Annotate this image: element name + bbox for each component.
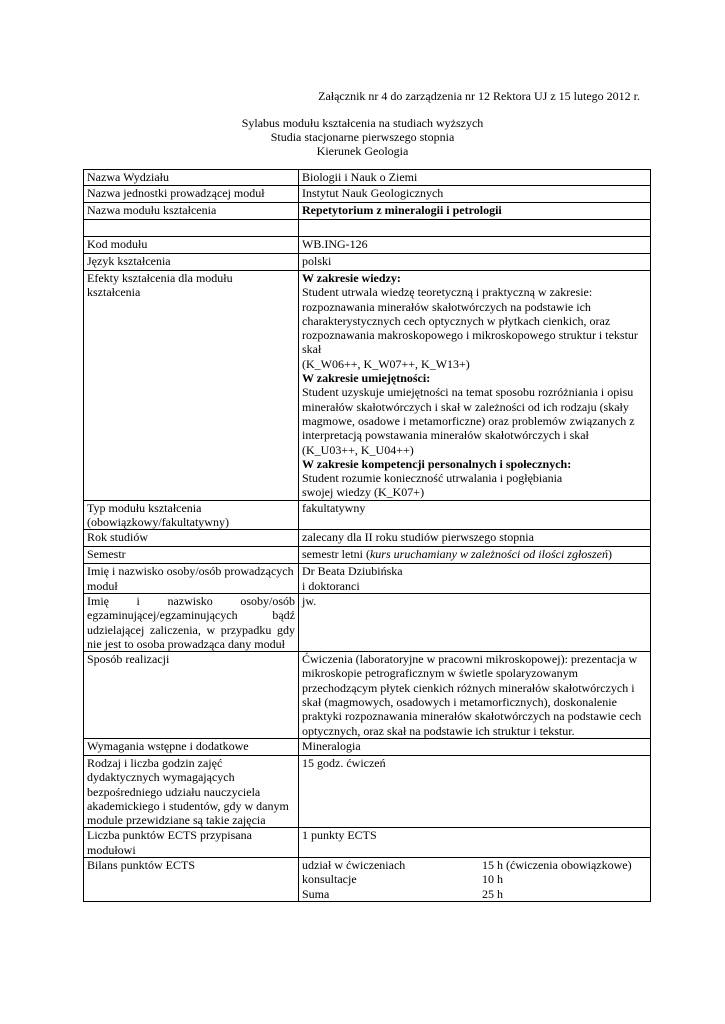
- label-line: egzaminującej/egzaminujących bądź: [87, 608, 295, 623]
- semester-text: semestr letni (: [302, 547, 370, 562]
- label-unit: Nazwa jednostki prowadzącej moduł: [84, 186, 299, 203]
- knowledge-heading: W zakresie wiedzy:: [302, 271, 401, 285]
- value-module-name: Repetytorium z mineralogii i petrologii: [299, 203, 651, 220]
- row-language: [84, 254, 651, 271]
- skills-heading: W zakresie umiejętności:: [302, 371, 431, 386]
- value-ects-points: 1 punkty ECTS: [299, 828, 651, 858]
- value-module-type: fakultatywny: [299, 500, 651, 530]
- row-prerequisites: [84, 738, 651, 755]
- value-language: polski: [299, 254, 651, 271]
- syllabus-table: [83, 169, 651, 902]
- heading-line-1: Sylabus modułu kształcenia na studiach wyższych: [241, 116, 484, 130]
- ects-item: [302, 887, 647, 901]
- label-examiners: [84, 593, 299, 651]
- competences-codes: swojej wiedzy (K_K07+): [302, 485, 425, 500]
- ects-item-name: Suma: [302, 886, 330, 901]
- label-semester: Semestr: [84, 547, 299, 564]
- label-faculty: Nazwa Wydziału: [84, 170, 299, 186]
- label-line: Imię i nazwisko osoby/osób: [87, 593, 295, 608]
- ects-item-name: konsultacje: [302, 872, 357, 887]
- lecturer-others: i doktoranci: [302, 578, 360, 593]
- label-line: kształcenia: [87, 285, 141, 300]
- skills-codes: (K_U03++, K_U04++): [302, 442, 414, 457]
- row-contact-hours: [84, 755, 651, 827]
- row-ects-balance: [84, 857, 651, 901]
- row-semester: [84, 547, 651, 564]
- value-learning-outcomes: [299, 271, 651, 501]
- value-faculty: Biologii i Nauk o Ziemi: [299, 170, 651, 186]
- row-empty-1: [84, 220, 651, 237]
- annex-reference: Załącznik nr 4 do zarządzenia nr 12 Rektora UJ z 15 lutego 2012 r.: [318, 89, 640, 103]
- row-module-name: [84, 203, 651, 220]
- label-module-type: Typ modułu kształcenia (obowiązkowy/fakultatywny): [84, 500, 299, 530]
- row-lecturers: [84, 564, 651, 594]
- heading-line-2: Studia stacjonarne pierwszego stopnia: [270, 130, 455, 144]
- knowledge-codes: (K_W06++, K_W07++, K_W13+): [302, 356, 470, 371]
- row-unit: [84, 186, 651, 203]
- row-delivery: [84, 652, 651, 739]
- value-lecturers: [299, 564, 651, 594]
- label-line: udzielającej zaliczenia, w przypadku gdy: [87, 622, 295, 637]
- label-code: Kod modułu: [84, 237, 299, 254]
- row-code: [84, 237, 651, 254]
- heading-line-3: Kierunek Geologia: [316, 144, 409, 158]
- value-unit: Instytut Nauk Geologicznych: [299, 186, 651, 203]
- label-contact-hours: Rodzaj i liczba godzin zajęć dydaktycznych wymagających bezpośredniego udziału nauczyciela akademickiego i studentów, gdy w danym module przewidziane są takie zajęcia: [84, 755, 299, 827]
- row-examiners: [84, 593, 651, 651]
- knowledge-text: Student utrwala wiedzę teoretyczną i praktyczną w zakresie: rozpoznawania minerałów skałotwórczych na podstawie ich charakterystycznych cech optycznych w płytkach cienkich, oraz rozpoznawania makroskopowego i mikroskopowego struktur i tekstur skał: [302, 285, 638, 357]
- value-ects-balance: [299, 857, 651, 901]
- value-year: zalecany dla II roku studiów pierwszego stopnia: [299, 530, 651, 547]
- semester-note: kurs uruchamiany w zależności od ilości zgłoszeń: [369, 547, 608, 562]
- label-year: Rok studiów: [84, 530, 299, 547]
- row-year: [84, 530, 651, 547]
- value-examiners: jw.: [299, 593, 651, 651]
- skills-text: Student uzyskuje umiejętności na temat sposobu rozróżniania i opisu minerałów skałotwórczych i skał w zależności od ich rodzaju (skały magmowe, osadowe i metamorficzne) oraz problemów związanych z interpretacją powstawania minerałów skałotwórczych i skał: [302, 385, 635, 443]
- semester-close: ): [607, 547, 612, 562]
- label-ects-balance: Bilans punktów ECTS: [84, 857, 299, 901]
- empty-cell: [84, 220, 299, 237]
- ects-item: [302, 858, 647, 872]
- label-learning-outcomes: [84, 271, 299, 501]
- label-module-name: Nazwa modułu kształcenia: [84, 203, 299, 220]
- value-prerequisites: Mineralogia: [299, 738, 651, 755]
- label-lecturers: Imię i nazwisko osoby/osób prowadzących moduł: [84, 564, 299, 594]
- competences-heading: W zakresie kompetencji personalnych i społecznych:: [302, 456, 572, 471]
- row-module-type: [84, 500, 651, 530]
- ects-item-name: udział w ćwiczeniach: [302, 857, 406, 872]
- row-faculty: [84, 170, 651, 186]
- label-prerequisites: Wymagania wstępne i dodatkowe: [84, 738, 299, 755]
- ects-item-hours: 15 h (ćwiczenia obowiązkowe): [482, 857, 632, 872]
- label-ects-points: Liczba punktów ECTS przypisana modułowi: [84, 828, 299, 858]
- value-semester: [299, 547, 651, 564]
- lecturer-name: Dr Beata Dziubińska: [302, 564, 403, 579]
- row-ects-points: [84, 828, 651, 858]
- value-delivery: Ćwiczenia (laboratoryjne w pracowni mikroskopowej): prezentacja w mikroskopie petrograficznym w świetle spolaryzowanym przechodzącym płytek cienkich różnych minerałów skałotwórczych i skał (magmowych, osadowych i metamorficznych), doskonalenie praktyki rozpoznawania minerałów skałotwórczych na podstawie cech optycznych, oraz skał na podstawie ich struktur i tekstur.: [299, 652, 651, 739]
- ects-item-hours: 10 h: [482, 872, 503, 887]
- ects-item-hours: 25 h: [482, 886, 503, 901]
- label-delivery: Sposób realizacji: [84, 652, 299, 739]
- label-line: Efekty kształcenia dla modułu: [87, 271, 233, 285]
- label-language: Język kształcenia: [84, 254, 299, 271]
- value-contact-hours: 15 godz. ćwiczeń: [299, 755, 651, 827]
- competences-text: Student rozumie konieczność utrwalania i pogłębiania: [302, 471, 563, 486]
- empty-cell: [299, 220, 651, 237]
- value-code: WB.ING-126: [299, 237, 651, 254]
- syllabus-heading: [0, 116, 725, 158]
- ects-item: [302, 872, 647, 886]
- row-learning-outcomes: [84, 271, 651, 501]
- label-line: nie jest to osoba prowadząca dany moduł: [87, 636, 285, 651]
